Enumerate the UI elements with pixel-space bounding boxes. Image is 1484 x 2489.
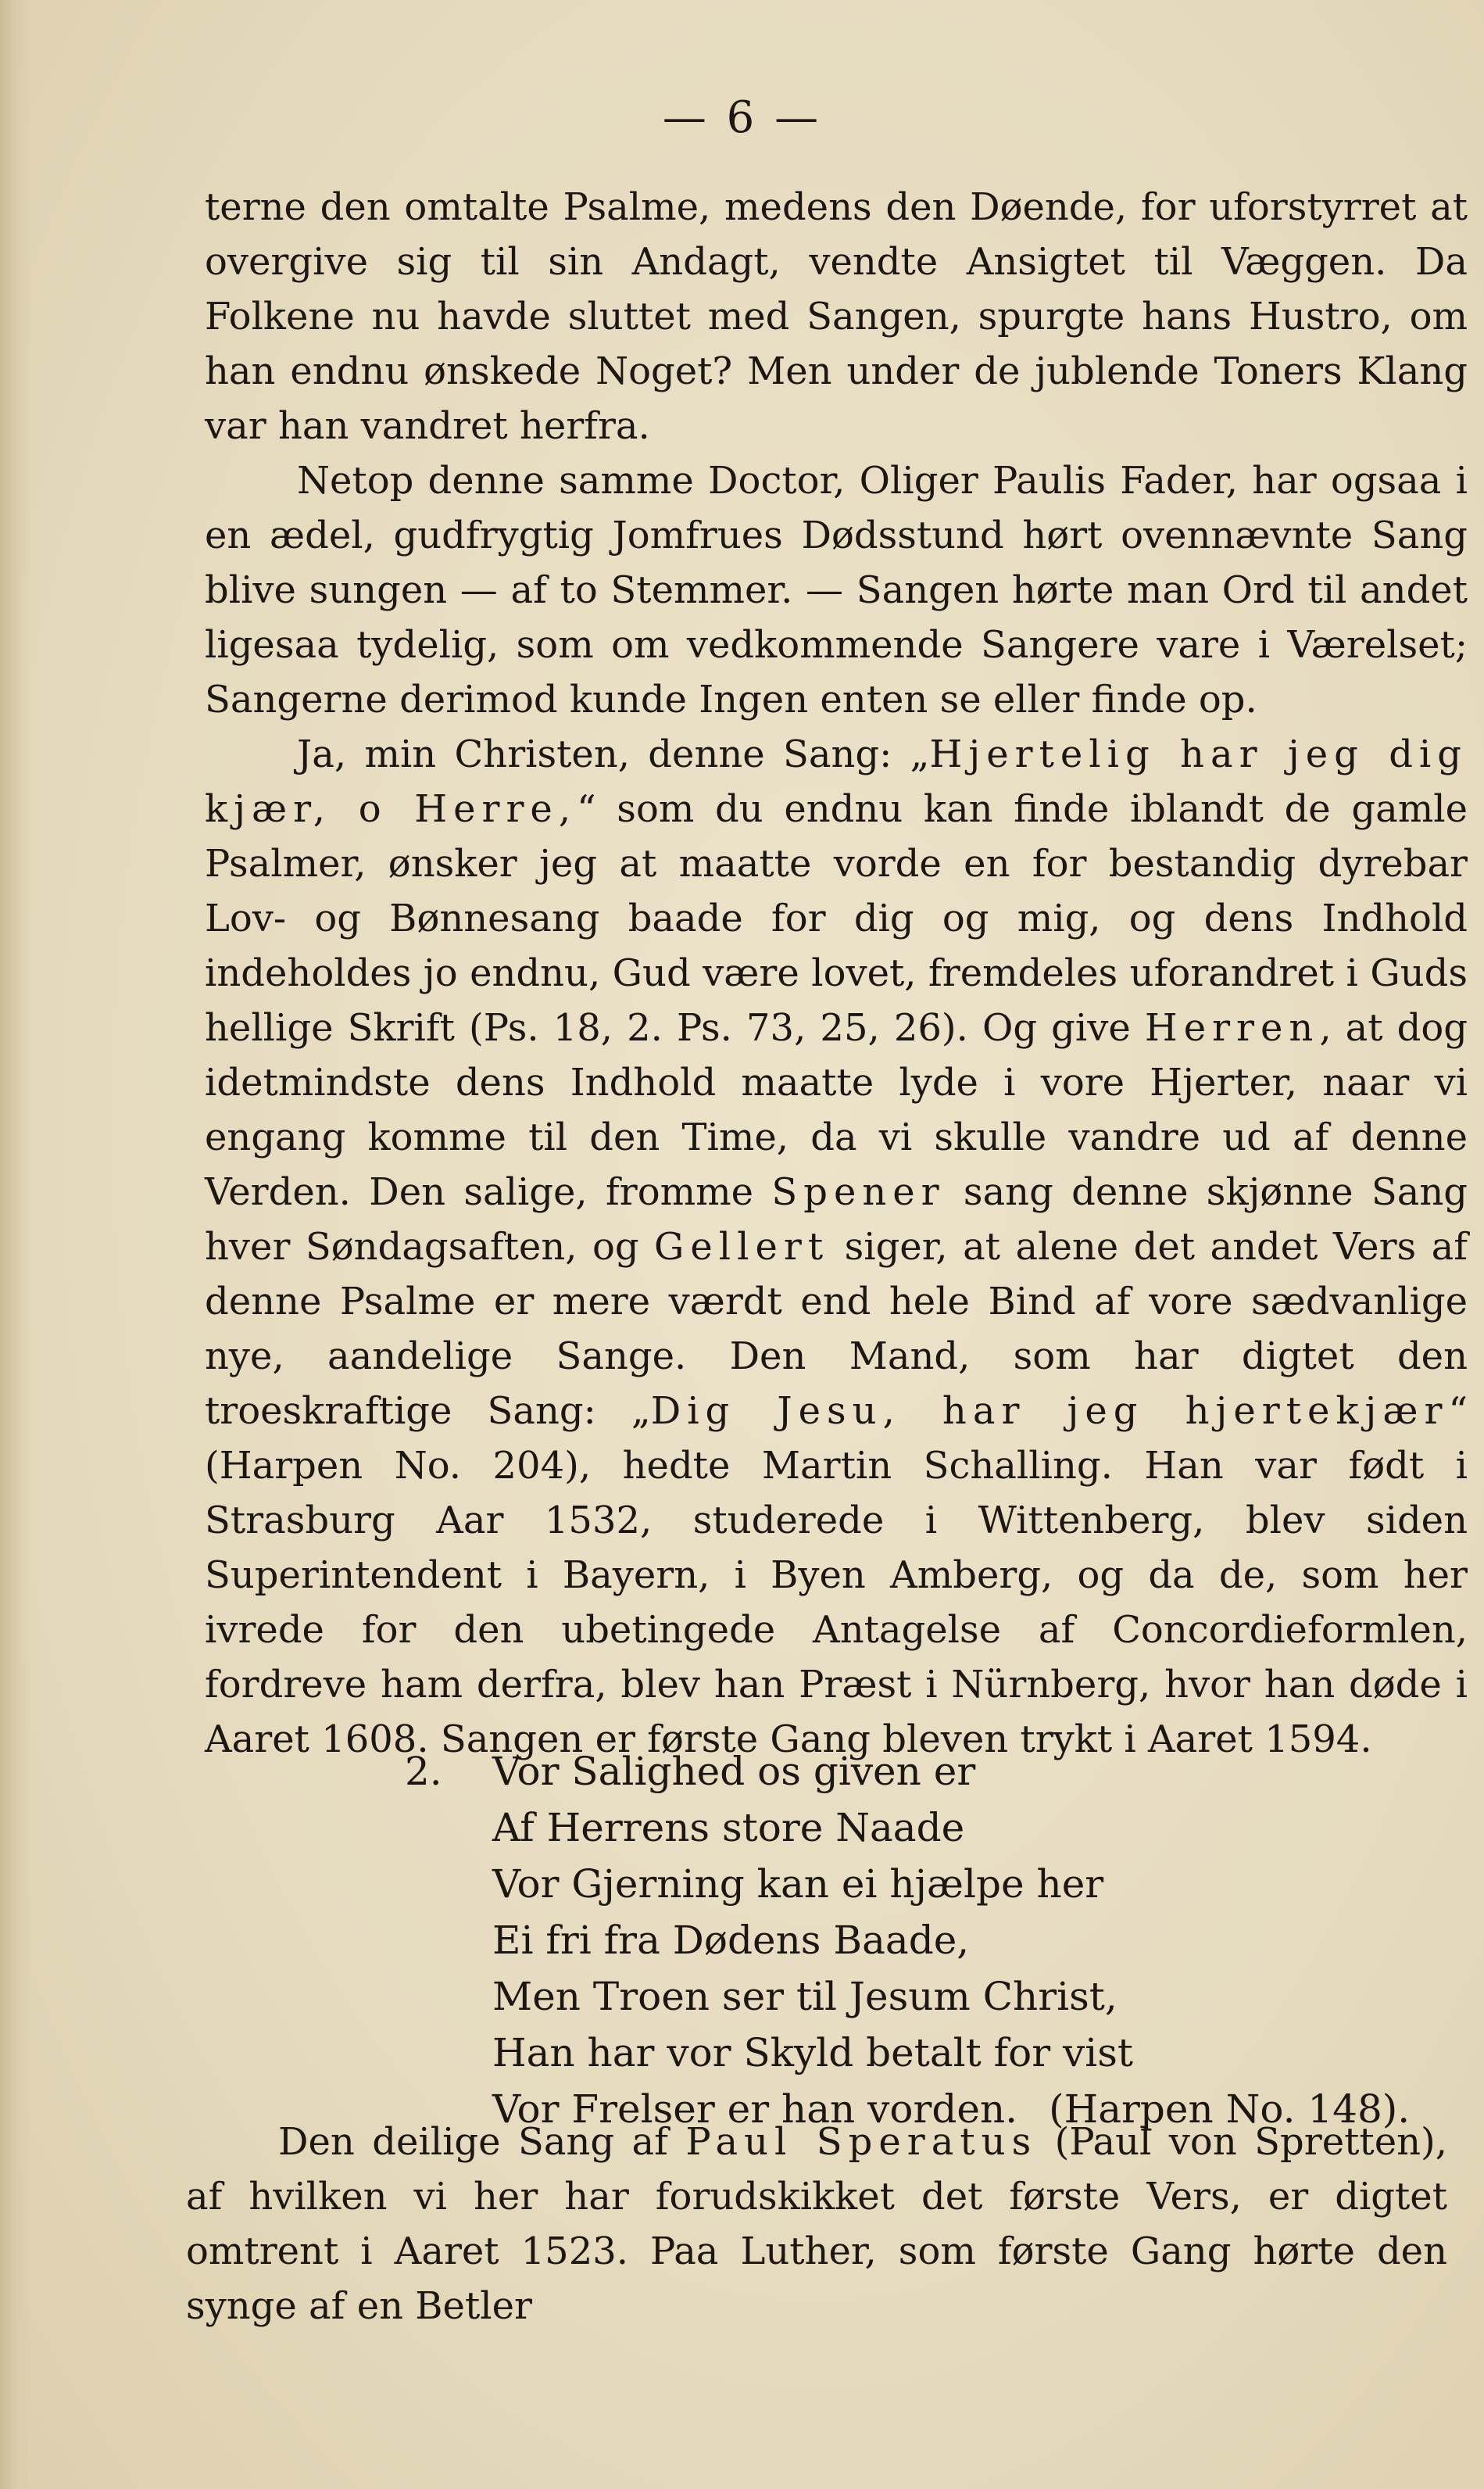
verse-line: Vor Salighed os given er — [492, 1749, 976, 1794]
name-gellert: Gellert — [654, 1225, 830, 1269]
paragraph-3-text: sang denne skjønne Sang hver Søndagsaften, og — [205, 1170, 1468, 1269]
paragraph-1: terne den omtalte Psalme, medens den Døende, for uforstyrret at overgive sig til sin Andagt, vendte Ansigtet til Væggen. Da Folkene nu havde sluttet med Sangen, spurgte hans Hustro, om han endnu ønskede Noget? Men under de jublende Toners Klang var han vandret herfra. — [205, 185, 1468, 448]
hymn-title-hjertelig: Hjertelig har jeg dig kjær, o Herre, — [205, 732, 1468, 831]
paragraph-2: Netop denne samme Doctor, Oliger Paulis Fader, har ogsaa i en ædel, gudfrygtig Jomfrues Dødsstund hørt ovennævnte Sang blive sungen — af to Stemmer. — Sangen hørte man Ord til andet ligesaa tydelig, som om vedkommende Sangere vare i Værelset; Sangerne derimod kunde Ingen enten se eller finde op. — [205, 459, 1468, 722]
verse-line: Ei fri fra Dødens Baade, — [492, 1918, 970, 1963]
name-paul-speratus: Paul Speratus — [685, 2120, 1038, 2164]
paragraph-4-text: (Paul von Spretten), af hvilken vi her har forudskikket det første Vers, er digtet omtrent i Aaret 1523. Paa Luther, som første Gang hørte den synge af en Betler — [186, 2120, 1447, 2328]
verse-line: Vor Gjerning kan ei hjælpe her — [492, 1861, 1104, 1907]
verse-lines — [492, 1743, 1411, 2137]
paragraph-3-text: “ som du endnu kan finde iblandt de gamle Psalmer, ønsker jeg at maatte vorde en for bestandig dyrebar Lov- og Bønnesang baade for dig og mig, og dens Indhold indeholdes jo endnu, Gud være lovet, fremdeles uforandret i Guds hellige Skrift (Ps. 18, 2. Ps. 73, 25, 26). Og give — [205, 787, 1468, 1050]
name-spener: Spener — [771, 1170, 946, 1214]
page-number: — 6 — — [662, 92, 822, 143]
closing-text-block — [186, 2115, 1447, 2333]
emphasis-herren: Herren — [1144, 1006, 1320, 1050]
page-binding-edge — [0, 0, 31, 2489]
paragraph-3-text: Ja, min Christen, denne Sang: „ — [297, 732, 930, 776]
verse-reference: (Harpen No. 148). — [1049, 2086, 1411, 2132]
paragraph-3-text: siger, at alene det andet Vers af denne Psalme er mere værdt end hele Bind af vore sædvanlige nye, aandelige Sange. Den Mand, som har digtet den troeskraftige Sang: „ — [205, 1225, 1468, 1433]
paragraph-4-text: Den deilige Sang af — [278, 2120, 686, 2164]
main-text-block — [205, 180, 1468, 1767]
verse-number: 2. — [405, 1749, 442, 1794]
paragraph-3-text: , at dog idetmindste dens Indhold maatte lyde i vore Hjerter, naar vi engang komme til den Time, da vi skulle vandre ud af denne Verden. Den salige, fromme — [205, 1006, 1468, 1214]
verse-line-text: Vor Frelser er han vorden. — [492, 2086, 1018, 2132]
verse-line: Han har vor Skyld betalt for vist — [492, 2030, 1134, 2075]
paragraph-4 — [186, 2115, 1447, 2333]
paragraph-3-text: “ (Harpen No. 204), hedte Martin Schalling. Han var født i Strasburg Aar 1532, studerede i Wittenberg, blev siden Superintendent i Bayern, i Byen Amberg, og da de, som her ivrede for den ubetingede Antagelse af Concordieformlen, fordreve ham derfra, blev han Præst i Nürnberg, hvor han døde i Aaret 1608. Sangen er første Gang bleven trykt i Aaret 1594. — [205, 1389, 1468, 1761]
paragraph-3 — [205, 727, 1468, 1767]
verse-line: Men Troen ser til Jesum Christ, — [492, 1974, 1117, 2019]
hymn-title-dig-jesu: Dig Jesu, har jeg hjertekjær — [650, 1389, 1449, 1433]
verse-line: Af Herrens store Naade — [492, 1805, 965, 1850]
